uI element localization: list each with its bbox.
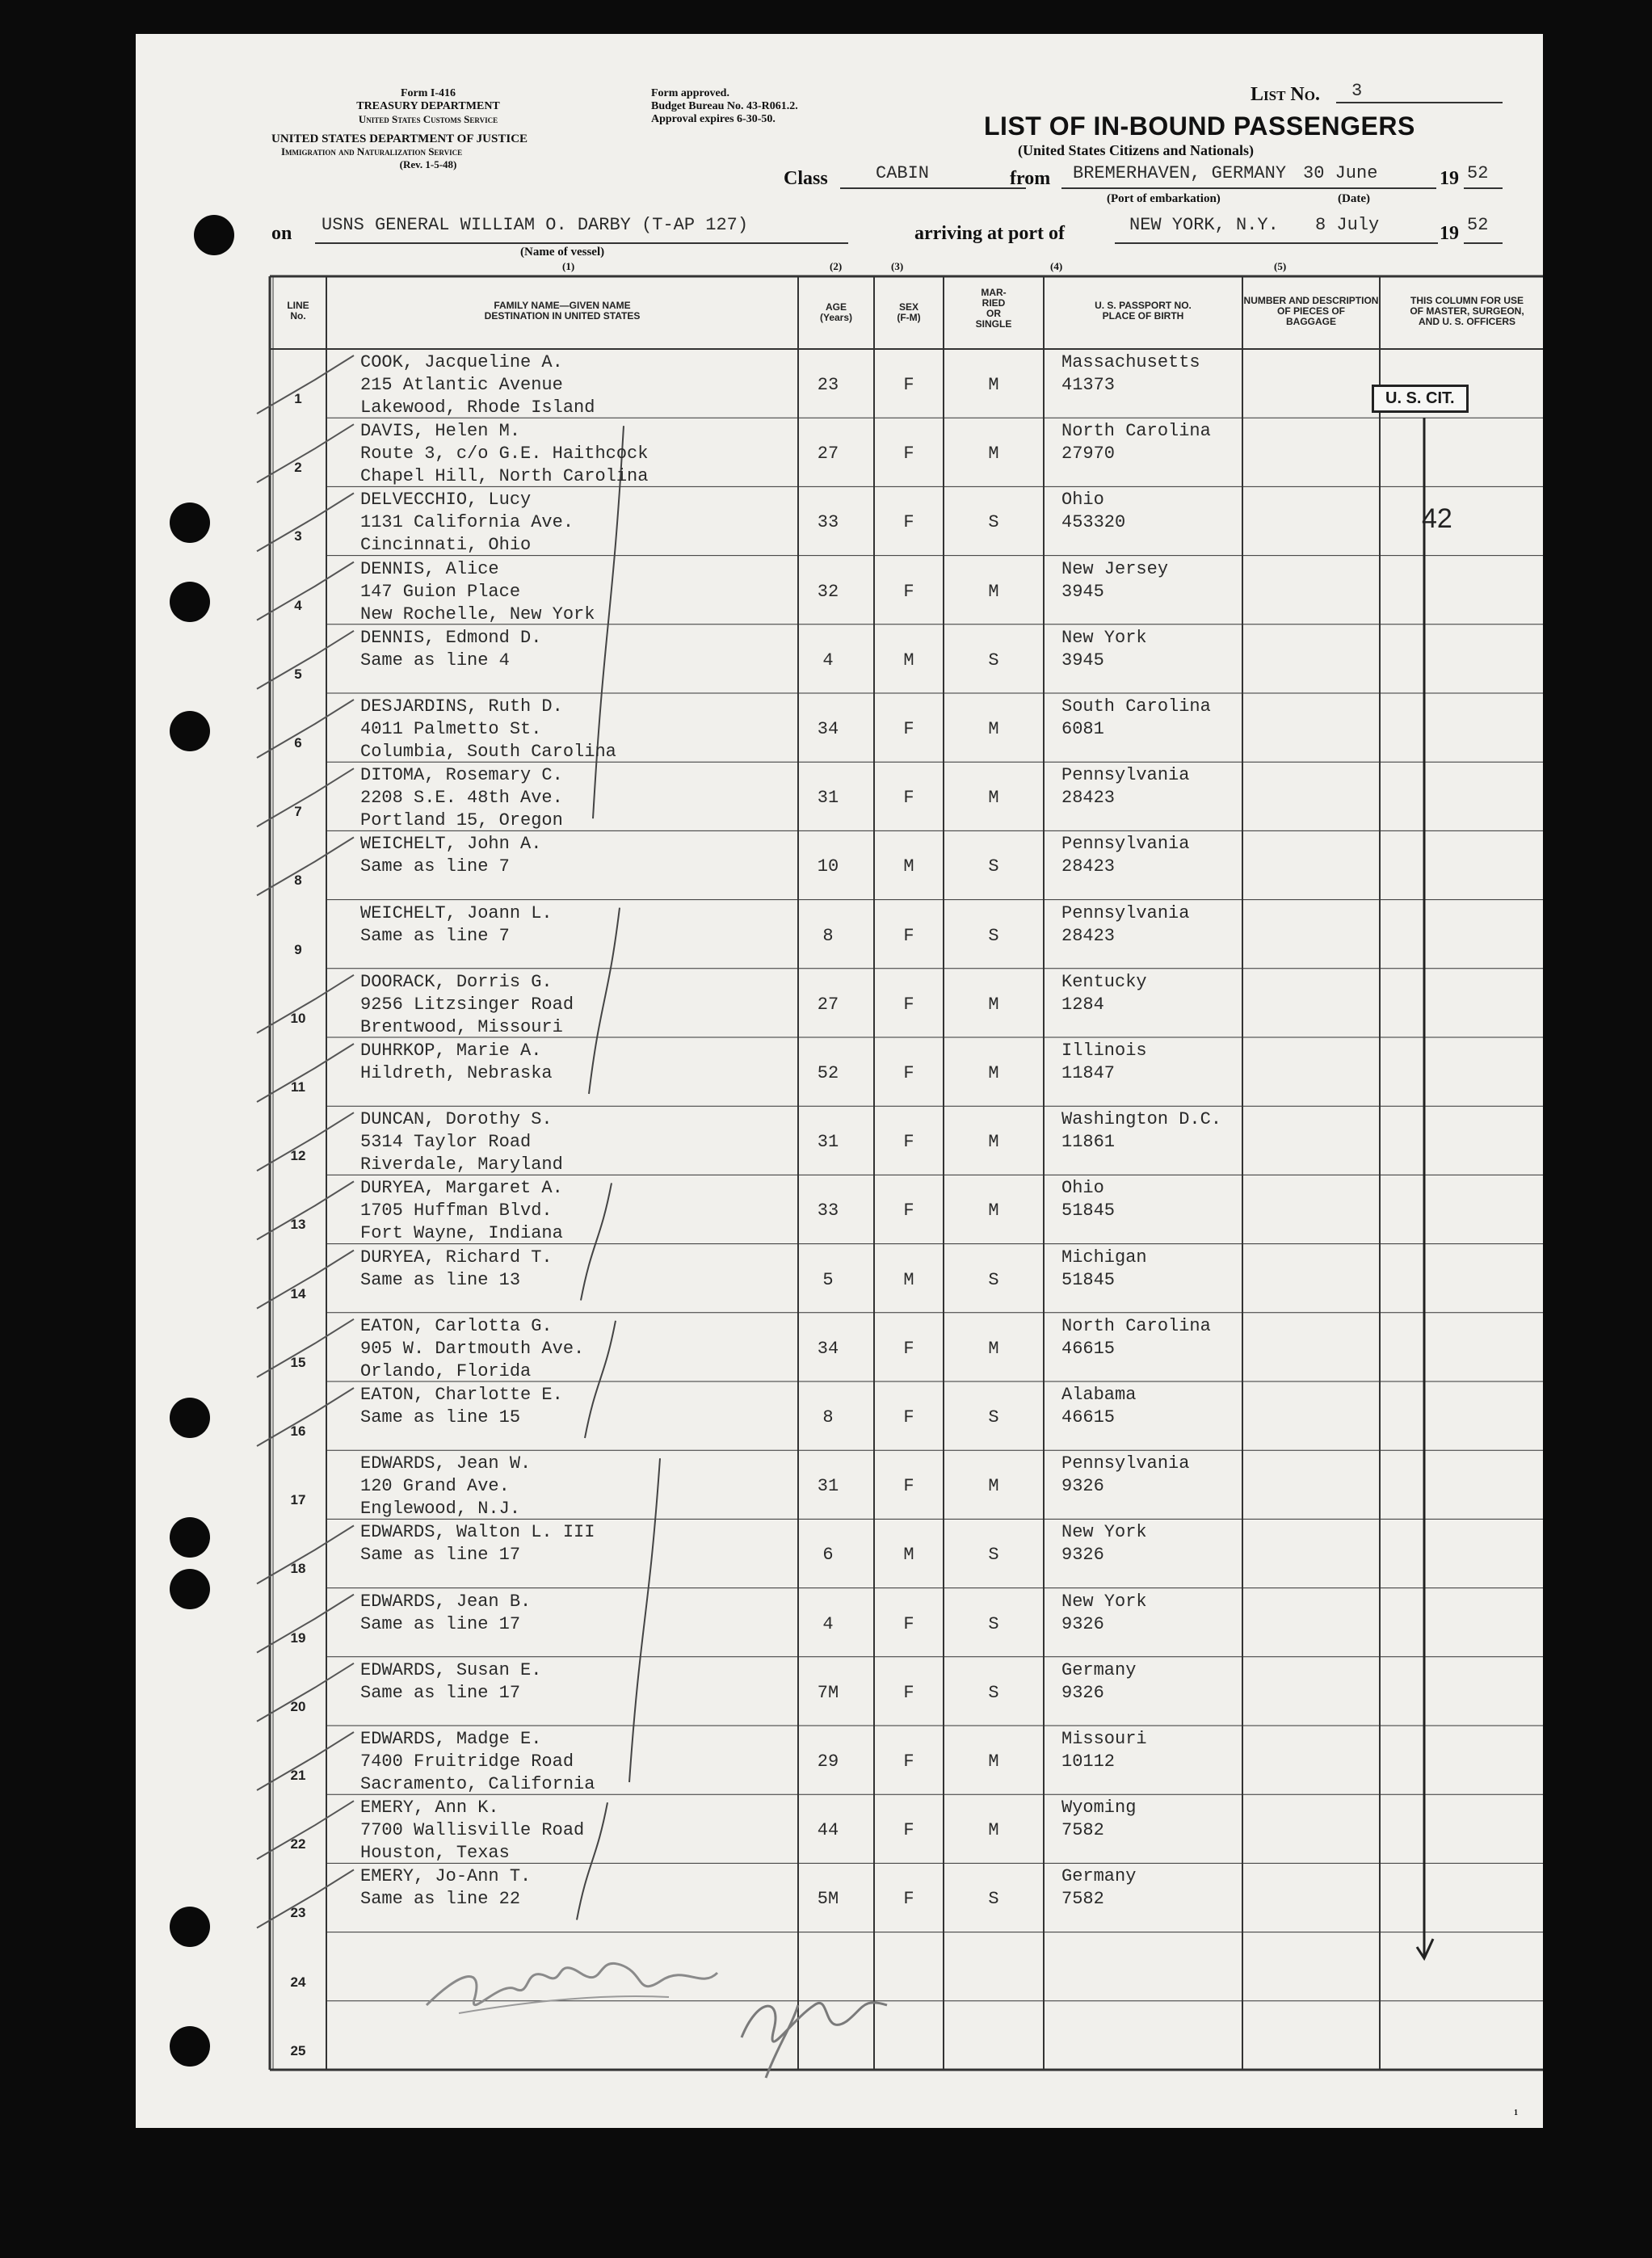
passenger-marital-status: M xyxy=(988,788,999,809)
passport-number: 9326 xyxy=(1061,1682,1104,1703)
passenger-address: Same as line 22 xyxy=(360,1889,521,1910)
col-num-4: (4) xyxy=(1050,260,1063,272)
passenger-address: Same as line 15 xyxy=(360,1407,521,1428)
passenger-sex: F xyxy=(903,1132,914,1153)
revision: (Rev. 1-5-48) xyxy=(399,158,457,170)
passenger-sex: F xyxy=(903,788,914,809)
passenger-marital-status: M xyxy=(988,994,999,1015)
birth-place: North Carolina xyxy=(1061,421,1211,442)
header-officers-column: THIS COLUMN FOR USE OF MASTER, SURGEON, AND U. S. OFFICERS xyxy=(1410,295,1524,327)
line-number: 20 xyxy=(290,1698,306,1714)
passenger-name: COOK, Jacqueline A. xyxy=(360,352,563,372)
on-label: on xyxy=(271,223,292,244)
passenger-marital-status: S xyxy=(988,1269,999,1290)
passenger-address: Same as line 7 xyxy=(360,925,510,946)
passenger-age: 31 xyxy=(817,1132,839,1153)
passenger-name: EDWARDS, Jean B. xyxy=(360,1591,532,1612)
passenger-address: 4011 Palmetto St. xyxy=(360,719,542,739)
vessel-name: USNS GENERAL WILLIAM O. DARBY (T-AP 127) xyxy=(322,215,749,235)
passenger-name: DESJARDINS, Ruth D. xyxy=(360,696,563,717)
birth-place: North Carolina xyxy=(1061,1315,1211,1336)
list-no-value: 3 xyxy=(1351,81,1363,101)
birth-place: Massachusetts xyxy=(1061,352,1200,372)
year-prefix: 19 xyxy=(1440,168,1459,189)
passenger-name: EATON, Charlotte E. xyxy=(360,1385,563,1405)
passenger-age: 8 xyxy=(822,925,834,946)
col-num-3: (3) xyxy=(891,260,904,272)
birth-place: Pennsylvania xyxy=(1061,902,1190,923)
line-number: 10 xyxy=(290,1010,306,1026)
passenger-marital-status: S xyxy=(988,512,999,533)
passenger-name: DUHRKOP, Marie A. xyxy=(360,1041,542,1061)
birth-place: New York xyxy=(1061,1522,1147,1543)
passenger-sex: F xyxy=(903,444,914,465)
passenger-city: New Rochelle, New York xyxy=(360,603,595,624)
passenger-address: 1131 California Ave. xyxy=(360,512,574,533)
line-number: 15 xyxy=(290,1354,306,1370)
passenger-name: DUNCAN, Dorothy S. xyxy=(360,1109,553,1130)
passenger-city: Brentwood, Missouri xyxy=(360,1016,563,1037)
passport-number: 6081 xyxy=(1061,719,1104,739)
embarkation-port: BREMERHAVEN, GERMANY xyxy=(1073,163,1287,183)
birth-place: Illinois xyxy=(1061,1041,1147,1061)
line-number: 2 xyxy=(294,460,302,476)
line-number: 11 xyxy=(291,1079,305,1095)
birth-place: New Jersey xyxy=(1061,558,1169,579)
passenger-city: Orlando, Florida xyxy=(360,1360,532,1381)
passenger-name: DITOMA, Rosemary C. xyxy=(360,765,563,786)
approval-line-1: Form approved. xyxy=(651,87,729,99)
col-num-5: (5) xyxy=(1274,260,1287,272)
passenger-address: Same as line 4 xyxy=(360,650,510,671)
line-number: 14 xyxy=(290,1285,306,1301)
passenger-age: 44 xyxy=(817,1820,839,1841)
passport-number: 11847 xyxy=(1061,1063,1116,1083)
header-married-single: MAR- RIED OR SINGLE xyxy=(975,287,1012,330)
passenger-city: Sacramento, California xyxy=(360,1774,595,1794)
line-number: 21 xyxy=(290,1768,306,1783)
passport-number: 7582 xyxy=(1061,1820,1104,1841)
passport-number: 41373 xyxy=(1061,375,1116,395)
passenger-sex: F xyxy=(903,375,914,395)
down-arrow-icon xyxy=(1412,414,1444,1973)
line-number: 12 xyxy=(290,1148,306,1164)
passenger-sex: F xyxy=(903,1407,914,1428)
passenger-sex: F xyxy=(903,994,914,1015)
passenger-marital-status: M xyxy=(988,375,999,395)
passenger-address: 2208 S.E. 48th Ave. xyxy=(360,788,563,809)
birth-place: Michigan xyxy=(1061,1247,1147,1268)
passport-number: 46615 xyxy=(1061,1407,1116,1428)
passenger-marital-status: M xyxy=(988,581,999,602)
passenger-marital-status: S xyxy=(988,1613,999,1634)
passenger-name: DELVECCHIO, Lucy xyxy=(360,490,532,511)
passenger-marital-status: S xyxy=(988,856,999,877)
passenger-marital-status: S xyxy=(988,1407,999,1428)
passport-number: 3945 xyxy=(1061,650,1104,671)
line-number: 16 xyxy=(290,1423,306,1439)
passenger-age: 34 xyxy=(817,719,839,739)
line-number: 4 xyxy=(294,597,302,613)
passenger-city: Englewood, N.J. xyxy=(360,1499,521,1520)
passenger-name: DENNIS, Alice xyxy=(360,558,499,579)
col-num-1: (1) xyxy=(562,260,575,272)
port-caption: (Port of embarkation) xyxy=(1107,192,1221,205)
birth-place: Pennsylvania xyxy=(1061,1453,1190,1474)
line-number: 3 xyxy=(294,528,302,545)
line-number: 9 xyxy=(294,941,302,957)
passport-number: 10112 xyxy=(1061,1751,1116,1772)
passenger-address: 7400 Fruitridge Road xyxy=(360,1751,574,1772)
passenger-name: DOORACK, Dorris G. xyxy=(360,971,553,992)
passenger-address: Route 3, c/o G.E. Haithcock xyxy=(360,444,649,465)
passenger-sex: M xyxy=(903,650,914,671)
embarkation-year: 52 xyxy=(1467,163,1489,183)
passport-number: 9326 xyxy=(1061,1545,1104,1566)
passenger-age: 8 xyxy=(822,1407,834,1428)
passenger-city: Portland 15, Oregon xyxy=(360,810,563,831)
line-number: 24 xyxy=(290,1974,306,1990)
passenger-address: 905 W. Dartmouth Ave. xyxy=(360,1338,585,1359)
passenger-age: 33 xyxy=(817,1200,839,1222)
header-sex: SEX (F-M) xyxy=(897,301,921,323)
handwritten-signature xyxy=(410,1908,1024,2094)
passenger-age: 33 xyxy=(817,512,839,533)
manifest-page xyxy=(136,34,1543,2128)
list-no-label: List No. xyxy=(1251,84,1320,105)
passenger-marital-status: M xyxy=(988,1063,999,1083)
passenger-sex: M xyxy=(903,856,914,877)
passenger-sex: F xyxy=(903,512,914,533)
line-number: 17 xyxy=(290,1492,306,1508)
passenger-city: Lakewood, Rhode Island xyxy=(360,397,595,418)
passport-number: 9326 xyxy=(1061,1613,1104,1634)
passenger-name: DURYEA, Margaret A. xyxy=(360,1178,563,1199)
passenger-sex: F xyxy=(903,1682,914,1703)
passenger-marital-status: M xyxy=(988,1200,999,1222)
passenger-name: EMERY, Ann K. xyxy=(360,1798,499,1819)
passenger-city: Chapel Hill, North Carolina xyxy=(360,466,649,487)
passenger-address: Hildreth, Nebraska xyxy=(360,1063,553,1083)
passenger-address: 7700 Wallisville Road xyxy=(360,1820,585,1841)
header-name: FAMILY NAME—GIVEN NAME DESTINATION IN UNITED STATES xyxy=(484,300,641,322)
passport-number: 28423 xyxy=(1061,788,1116,809)
header-line-no: LINE No. xyxy=(287,300,309,322)
passenger-marital-status: S xyxy=(988,650,999,671)
passenger-marital-status: M xyxy=(988,444,999,465)
passport-number: 7582 xyxy=(1061,1889,1104,1910)
passenger-sex: F xyxy=(903,925,914,946)
passenger-address: 120 Grand Ave. xyxy=(360,1476,510,1497)
birth-place: New York xyxy=(1061,627,1147,648)
class-label: Class xyxy=(784,168,828,189)
passenger-age: 5M xyxy=(817,1889,839,1910)
passenger-age: 52 xyxy=(817,1063,839,1083)
passenger-city: Cincinnati, Ohio xyxy=(360,535,532,556)
passenger-name: DENNIS, Edmond D. xyxy=(360,627,542,648)
page-number: 42 xyxy=(1422,503,1452,534)
passenger-address: 5314 Taylor Road xyxy=(360,1132,532,1153)
passenger-address: 147 Guion Place xyxy=(360,581,521,602)
passenger-marital-status: S xyxy=(988,925,999,946)
passenger-age: 31 xyxy=(817,1476,839,1497)
passenger-sex: F xyxy=(903,1889,914,1910)
passenger-marital-status: M xyxy=(988,1751,999,1772)
passenger-age: 34 xyxy=(817,1338,839,1359)
approval-line-3: Approval expires 6-30-50. xyxy=(651,113,776,125)
passenger-address: 9256 Litzsinger Road xyxy=(360,994,574,1015)
passenger-age: 5 xyxy=(822,1269,834,1290)
page-title: LIST OF IN-BOUND PASSENGERS xyxy=(984,111,1415,141)
passenger-sex: F xyxy=(903,1751,914,1772)
line-number: 7 xyxy=(294,804,302,820)
line-number: 22 xyxy=(290,1836,306,1852)
passenger-marital-status: S xyxy=(988,1682,999,1703)
passenger-sex: F xyxy=(903,1200,914,1222)
passenger-marital-status: M xyxy=(988,1132,999,1153)
passenger-age: 23 xyxy=(817,375,839,395)
passenger-sex: F xyxy=(903,1063,914,1083)
passenger-marital-status: S xyxy=(988,1889,999,1910)
approval-line-2: Budget Bureau No. 43-R061.2. xyxy=(651,100,798,112)
vessel-caption: (Name of vessel) xyxy=(520,246,605,259)
passenger-sex: F xyxy=(903,719,914,739)
birth-place: Germany xyxy=(1061,1866,1137,1887)
passenger-age: 27 xyxy=(817,444,839,465)
passport-number: 28423 xyxy=(1061,856,1116,877)
header-baggage: NUMBER AND DESCRIPTION OF PIECES OF BAGGAGE xyxy=(1243,295,1379,327)
birth-place: Kentucky xyxy=(1061,971,1147,992)
treasury-department: TREASURY DEPARTMENT xyxy=(356,100,500,112)
birth-place: New York xyxy=(1061,1591,1147,1612)
birth-place: Pennsylvania xyxy=(1061,765,1190,786)
line-number: 5 xyxy=(294,666,302,682)
header-age: AGE (Years) xyxy=(819,301,853,323)
passenger-sex: F xyxy=(903,1820,914,1841)
page-subtitle: (United States Citizens and Nationals) xyxy=(1018,142,1255,158)
birth-place: Ohio xyxy=(1061,490,1104,511)
passport-number: 9326 xyxy=(1061,1476,1104,1497)
corner-code: 1 xyxy=(1514,2109,1518,2117)
passenger-marital-status: S xyxy=(988,1545,999,1566)
customs-service: United States Customs Service xyxy=(358,113,498,125)
birth-place: Wyoming xyxy=(1061,1798,1137,1819)
passport-number: 1284 xyxy=(1061,994,1104,1015)
birth-place: Washington D.C. xyxy=(1061,1109,1222,1130)
birth-place: Germany xyxy=(1061,1659,1137,1680)
arrival-port: NEW YORK, N.Y. xyxy=(1129,215,1279,235)
birth-place: Alabama xyxy=(1061,1385,1137,1405)
embarkation-date: 30 June xyxy=(1303,163,1378,183)
line-number: 1 xyxy=(294,391,302,406)
passenger-name: EATON, Carlotta G. xyxy=(360,1315,553,1336)
passport-number: 11861 xyxy=(1061,1132,1116,1153)
passenger-marital-status: M xyxy=(988,719,999,739)
passenger-sex: F xyxy=(903,1338,914,1359)
passenger-address: Same as line 13 xyxy=(360,1269,521,1290)
date-caption: (Date) xyxy=(1338,192,1370,205)
immigration-service: Immigration and Naturalization Service xyxy=(281,145,463,158)
passenger-name: EDWARDS, Madge E. xyxy=(360,1729,542,1749)
form-number: Form I-416 xyxy=(400,87,456,99)
arriving-label: arriving at port of xyxy=(914,223,1065,244)
line-number: 6 xyxy=(294,735,302,751)
passport-number: 51845 xyxy=(1061,1200,1116,1222)
line-number: 23 xyxy=(290,1905,306,1921)
passenger-age: 10 xyxy=(817,856,839,877)
passport-number: 3945 xyxy=(1061,581,1104,602)
passport-number: 46615 xyxy=(1061,1338,1116,1359)
header-passport-birthplace: U. S. PASSPORT NO. PLACE OF BIRTH xyxy=(1095,300,1192,322)
class-value: CABIN xyxy=(876,163,930,183)
passenger-marital-status: M xyxy=(988,1338,999,1359)
passenger-marital-status: M xyxy=(988,1476,999,1497)
passenger-name: EDWARDS, Susan E. xyxy=(360,1659,542,1680)
passenger-name: EDWARDS, Walton L. III xyxy=(360,1522,595,1543)
from-label: from xyxy=(1010,168,1051,189)
passport-number: 28423 xyxy=(1061,925,1116,946)
passenger-address: 215 Atlantic Avenue xyxy=(360,375,563,395)
passenger-age: 29 xyxy=(817,1751,839,1772)
passport-number: 51845 xyxy=(1061,1269,1116,1290)
passenger-age: 4 xyxy=(822,1613,834,1634)
line-number: 19 xyxy=(290,1629,306,1646)
line-number: 18 xyxy=(290,1561,306,1577)
passenger-address: Same as line 17 xyxy=(360,1682,521,1703)
passenger-city: Columbia, South Carolina xyxy=(360,742,616,762)
passenger-city: Houston, Texas xyxy=(360,1843,510,1864)
passenger-sex: M xyxy=(903,1269,914,1290)
birth-place: Ohio xyxy=(1061,1178,1104,1199)
justice-department: UNITED STATES DEPARTMENT OF JUSTICE xyxy=(271,132,528,145)
passenger-name: DURYEA, Richard T. xyxy=(360,1247,553,1268)
passenger-marital-status: M xyxy=(988,1820,999,1841)
passenger-sex: M xyxy=(903,1545,914,1566)
us-citizen-stamp: U. S. CIT. xyxy=(1372,385,1469,413)
passenger-address: Same as line 17 xyxy=(360,1545,521,1566)
line-number: 25 xyxy=(290,2042,306,2058)
passenger-age: 6 xyxy=(822,1545,834,1566)
passenger-name: EDWARDS, Jean W. xyxy=(360,1453,532,1474)
passenger-name: WEICHELT, Joann L. xyxy=(360,902,553,923)
birth-place: Pennsylvania xyxy=(1061,834,1190,855)
arrival-date: 8 July xyxy=(1315,215,1380,235)
passenger-city: Fort Wayne, Indiana xyxy=(360,1223,563,1244)
passenger-address: Same as line 17 xyxy=(360,1613,521,1634)
passenger-name: WEICHELT, John A. xyxy=(360,834,542,855)
passenger-city: Riverdale, Maryland xyxy=(360,1154,563,1175)
passenger-age: 7M xyxy=(817,1682,839,1703)
passenger-age: 31 xyxy=(817,788,839,809)
col-num-2: (2) xyxy=(830,260,843,272)
passenger-sex: F xyxy=(903,581,914,602)
line-number: 8 xyxy=(294,873,302,889)
passenger-name: DAVIS, Helen M. xyxy=(360,421,521,442)
line-number: 13 xyxy=(290,1217,306,1233)
passenger-age: 4 xyxy=(822,650,834,671)
birth-place: Missouri xyxy=(1061,1729,1147,1749)
passenger-age: 27 xyxy=(817,994,839,1015)
passenger-sex: F xyxy=(903,1476,914,1497)
passport-number: 453320 xyxy=(1061,512,1126,533)
passenger-name: EMERY, Jo-Ann T. xyxy=(360,1866,532,1887)
passenger-address: 1705 Huffman Blvd. xyxy=(360,1200,553,1222)
year-prefix-2: 19 xyxy=(1440,223,1459,244)
passenger-age: 32 xyxy=(817,581,839,602)
birth-place: South Carolina xyxy=(1061,696,1211,717)
passenger-sex: F xyxy=(903,1613,914,1634)
arrival-year: 52 xyxy=(1467,215,1489,235)
passport-number: 27970 xyxy=(1061,444,1116,465)
passenger-address: Same as line 7 xyxy=(360,856,510,877)
